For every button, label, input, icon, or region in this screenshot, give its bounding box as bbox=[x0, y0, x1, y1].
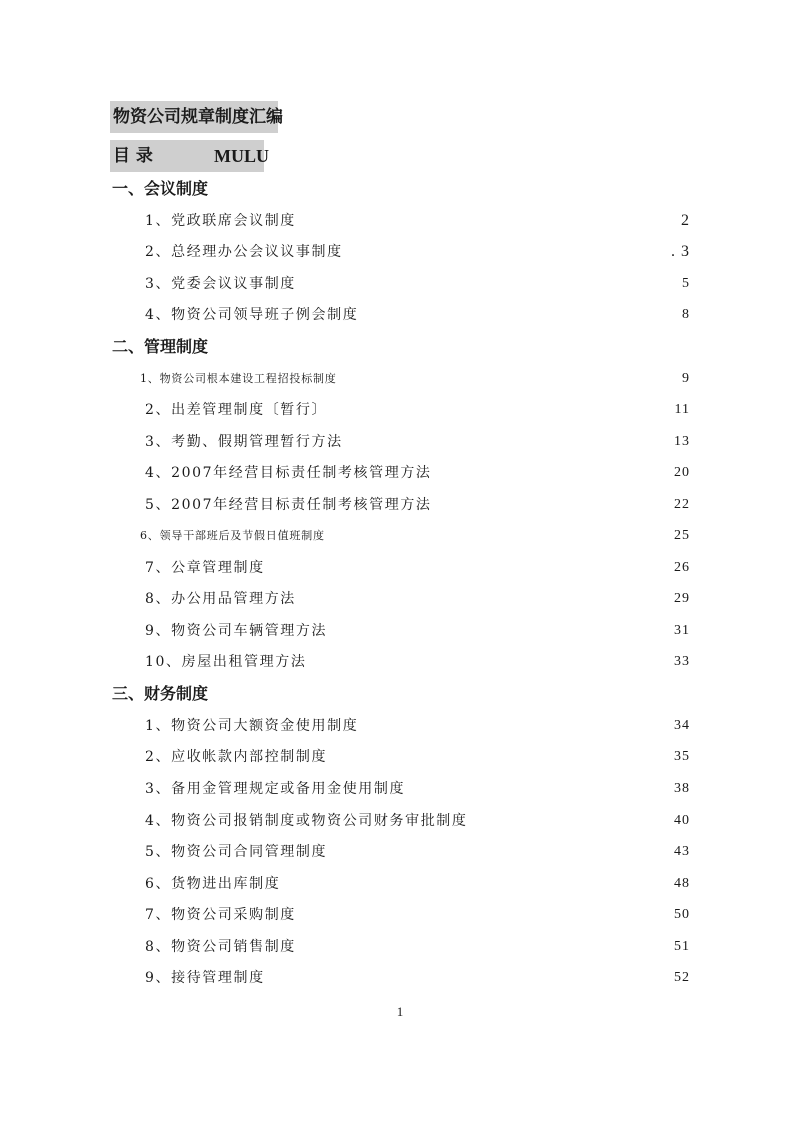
toc-entry[interactable]: 6、领导干部班后及节假日值班制度 bbox=[140, 529, 325, 542]
toc-page-number: 26 bbox=[674, 560, 690, 575]
toc-entry[interactable]: 4、2007年经营目标责任制考核管理方法 bbox=[145, 465, 432, 481]
toc-entry[interactable]: 1、党政联席会议制度 bbox=[145, 213, 296, 229]
toc-page-number: 31 bbox=[674, 623, 690, 638]
toc-page-number: 33 bbox=[674, 654, 690, 669]
document-title: 物资公司规章制度汇编 bbox=[110, 101, 278, 133]
toc-page-number: 5 bbox=[682, 276, 690, 291]
toc-entry[interactable]: 8、物资公司销售制度 bbox=[145, 939, 296, 955]
toc-heading bbox=[110, 140, 269, 172]
toc-entry[interactable]: 9、物资公司车辆管理方法 bbox=[145, 623, 328, 639]
toc-page-number: 8 bbox=[682, 307, 690, 322]
toc-entry[interactable]: 5、物资公司合同管理制度 bbox=[145, 844, 328, 860]
toc-page-number: 50 bbox=[674, 907, 690, 922]
toc-entry[interactable]: 2、应收帐款内部控制制度 bbox=[145, 749, 328, 765]
toc-page-number: 48 bbox=[674, 876, 690, 891]
toc-page-number: 25 bbox=[674, 528, 690, 543]
toc-page-number: 9 bbox=[682, 371, 690, 386]
toc-page-number: 29 bbox=[674, 591, 690, 606]
toc-page-number: 51 bbox=[674, 939, 690, 954]
toc-page-number: 20 bbox=[674, 465, 690, 480]
toc-page-number: . 3 bbox=[671, 243, 690, 260]
section-heading-finance: 三、财务制度 bbox=[112, 684, 209, 703]
toc-entry[interactable]: 3、考勤、假期管理暂行方法 bbox=[145, 434, 343, 450]
toc-page-number: 2 bbox=[681, 212, 690, 229]
toc-entry[interactable]: 2、总经理办公会议议事制度 bbox=[145, 244, 343, 260]
toc-entry[interactable]: 10、房屋出租管理方法 bbox=[145, 654, 307, 670]
toc-page-number: 22 bbox=[674, 497, 690, 512]
toc-entry[interactable]: 6、货物进出库制度 bbox=[145, 876, 281, 892]
toc-entry[interactable]: 2、出差管理制度〔暂行〕 bbox=[145, 402, 328, 418]
toc-entry[interactable]: 7、物资公司采购制度 bbox=[145, 907, 296, 923]
toc-entry[interactable]: 8、办公用品管理方法 bbox=[145, 591, 296, 607]
toc-entry[interactable]: 3、备用金管理规定或备用金使用制度 bbox=[145, 781, 406, 797]
toc-page-number: 52 bbox=[674, 970, 690, 985]
toc-entry[interactable]: 3、党委会议议事制度 bbox=[145, 276, 296, 292]
toc-entry[interactable]: 1、物资公司根本建设工程招投标制度 bbox=[140, 372, 337, 385]
toc-page-number: 35 bbox=[674, 749, 690, 764]
toc-entry[interactable]: 1、物资公司大额资金使用制度 bbox=[145, 718, 359, 734]
toc-page-number: 38 bbox=[674, 781, 690, 796]
toc-page-number: 11 bbox=[674, 402, 690, 417]
footer-page-number: 1 bbox=[396, 1004, 404, 1019]
toc-latin-label: MULU bbox=[214, 146, 269, 166]
toc-entry[interactable]: 5、2007年经营目标责任制考核管理方法 bbox=[145, 497, 432, 513]
toc-label: 目 录 bbox=[113, 146, 153, 166]
toc-entry[interactable]: 7、公章管理制度 bbox=[145, 560, 265, 576]
toc-entry[interactable]: 4、物资公司领导班子例会制度 bbox=[145, 307, 359, 323]
section-heading-meetings: 一、会议制度 bbox=[112, 179, 209, 198]
toc-page-number: 13 bbox=[674, 434, 690, 449]
section-heading-management: 二、管理制度 bbox=[112, 337, 209, 356]
toc-entry[interactable]: 4、物资公司报销制度或物资公司财务审批制度 bbox=[145, 813, 468, 829]
toc-entry[interactable]: 9、接待管理制度 bbox=[145, 970, 265, 986]
toc-page-number: 40 bbox=[674, 813, 690, 828]
toc-page-number: 34 bbox=[674, 718, 690, 733]
toc-page-number: 43 bbox=[674, 844, 690, 859]
